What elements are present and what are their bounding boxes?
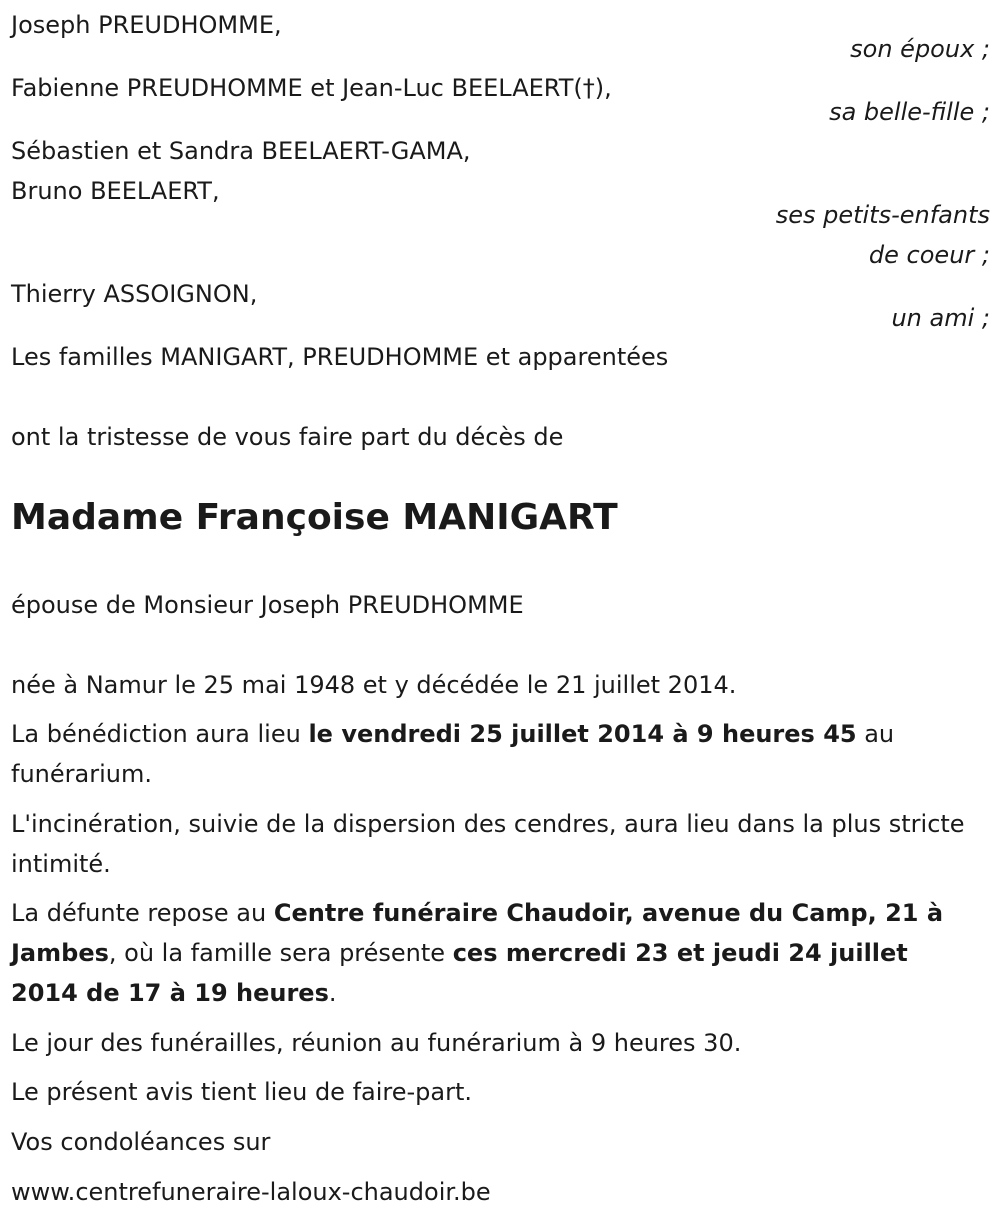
role-friend: un ami ; bbox=[891, 304, 990, 332]
family-member-bruno: Bruno BEELAERT, bbox=[11, 177, 220, 205]
repose-visiting-hours: ces mercredi 23 et jeudi 24 juillet 2014 de 17 à 19 heures bbox=[11, 939, 908, 1007]
repose-location: Centre funéraire Chaudoir, avenue du Camp, 21 à Jambes bbox=[11, 899, 944, 967]
family-member-sebastien: Sébastien et Sandra BEELAERT-GAMA, bbox=[11, 137, 471, 165]
role-spouse: son époux ; bbox=[850, 35, 990, 63]
family-member-fabienne: Fabienne PREUDHOMME et Jean-Luc BEELAERT(†), bbox=[11, 74, 612, 102]
role-grandchildren-suffix: de coeur ; bbox=[868, 241, 990, 269]
reunion-line: Le jour des funérailles, réunion au funérarium à 9 heures 30. bbox=[11, 1029, 742, 1057]
benediction-date: le vendredi 25 juillet 2014 à 9 heures 45 bbox=[308, 720, 857, 748]
benediction-post: au funérarium. bbox=[11, 720, 895, 788]
repose-pre: La défunte repose au bbox=[11, 899, 274, 927]
condolences-label: Vos condoléances sur bbox=[11, 1128, 271, 1156]
role-daughter-in-law: sa belle-fille ; bbox=[829, 98, 990, 126]
repose-post: . bbox=[328, 979, 337, 1007]
spouse-line: épouse de Monsieur Joseph PREUDHOMME bbox=[11, 591, 524, 619]
announcement-text: ont la tristesse de vous faire part du décès de bbox=[11, 423, 564, 451]
family-member-joseph: Joseph PREUDHOMME, bbox=[11, 11, 282, 39]
deceased-name: Madame Françoise MANIGART bbox=[11, 497, 618, 538]
notice-line: Le présent avis tient lieu de faire-part. bbox=[11, 1078, 473, 1106]
benediction-paragraph bbox=[11, 714, 981, 794]
benediction-pre: La bénédiction aura lieu bbox=[11, 720, 309, 748]
birth-death-line: née à Namur le 25 mai 1948 et y décédée le 21 juillet 2014. bbox=[11, 671, 737, 699]
website-link[interactable]: www.centrefuneraire-laloux-chaudoir.be bbox=[11, 1178, 491, 1206]
families-line: Les familles MANIGART, PREUDHOMME et apparentées bbox=[11, 343, 669, 371]
repose-mid: , où la famille sera présente bbox=[108, 939, 453, 967]
repose-paragraph bbox=[11, 893, 981, 1013]
role-grandchildren: ses petits-enfants bbox=[775, 201, 990, 229]
family-member-thierry: Thierry ASSOIGNON, bbox=[11, 280, 258, 308]
incineration-paragraph: L'incinération, suivie de la dispersion des cendres, aura lieu dans la plus stricte intimité. bbox=[11, 810, 965, 878]
